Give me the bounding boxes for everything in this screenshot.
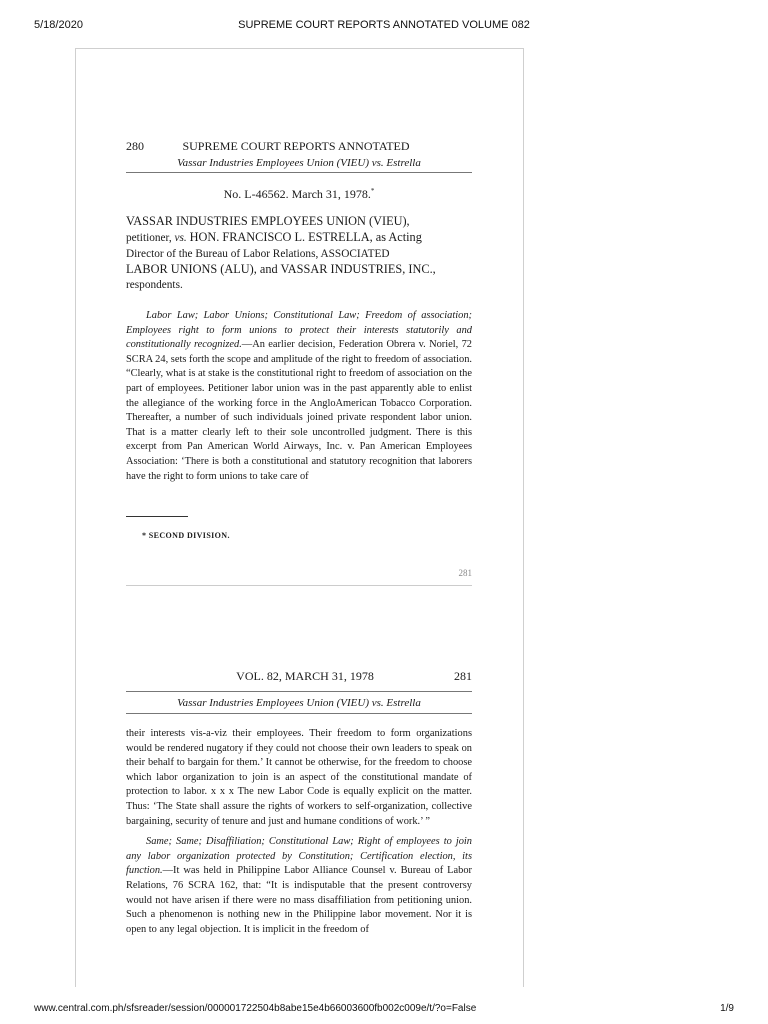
running-title: SUPREME COURT REPORTS ANNOTATED bbox=[182, 139, 410, 153]
print-page-count: 1/9 bbox=[720, 1003, 734, 1014]
body-paragraph-2 bbox=[126, 835, 472, 937]
browser-print-footer bbox=[0, 994, 768, 1024]
case-caption: Vassar Industries Employees Union (VIEU) vs. Estrella bbox=[177, 157, 421, 169]
header-rule bbox=[126, 691, 472, 692]
page-number: 281 bbox=[454, 669, 472, 683]
paragraph-body: —It was held in Philippine Labor Alliance Counsel v. Bureau of Labor Relations, 76 SCRA 162, that: “It is indisputable that the present controversy would not have arisen if there were no mass disaffiliation from petitioning union. Such a phenomenon is nothing new in the Philippine labor movement. Nor it is open to any legal objection. It is implicit in the freedom of bbox=[126, 865, 472, 935]
print-date: 5/18/2020 bbox=[34, 19, 83, 31]
running-header-281 bbox=[126, 669, 472, 684]
respondent-name: HON. FRANCISCO L. ESTRELLA, as Acting bbox=[189, 229, 422, 244]
document-viewer[interactable] bbox=[75, 48, 524, 987]
footnote-rule bbox=[126, 516, 188, 517]
party-line-5: respondents. bbox=[126, 279, 183, 292]
caption-rule bbox=[126, 713, 472, 714]
paragraph-topics: Same; Same; Disaffiliation; Constitutional Law; Right of employees to join any labor organization protected by Constitution; Certification election, its function. bbox=[126, 836, 472, 877]
page-281 bbox=[126, 669, 472, 937]
party-line-4: LABOR UNIONS (ALU), and VASSAR INDUSTRIES, INC., bbox=[126, 262, 436, 277]
case-parties bbox=[126, 214, 472, 294]
syllabus-paragraph bbox=[126, 309, 472, 484]
syllabus-body: —An earlier decision, Federation Obrera v. Noriel, 72 SCRA 24, sets forth the scope and amplitude of the right to freedom of association. “Clearly, what is at stake is the constitutional right to freedom of association on the part of employees. Petitioner labor union was in the past apparently able to enlist the allegiance of the working force in the AngloAmerican Tobacco Corporation. Thereafter, a number of such individuals joined private respondent labor union. That is a matter clearly left to their sole uncontrolled judgment. There is this excerpt from Pan American World Airways, Inc. v. Pan American Employees Association: ‘There is both a constitutional and statutory recognition that laborers have the right to form unions to take care of bbox=[126, 339, 472, 482]
case-caption: Vassar Industries Employees Union (VIEU) vs. Estrella bbox=[177, 697, 421, 709]
page-number: 280 bbox=[126, 139, 144, 153]
party-line-2 bbox=[126, 230, 472, 247]
running-header-280 bbox=[126, 139, 472, 154]
body-paragraph-1: their interests vis-a-viz their employees. Their freedom to form organizations would be rendered nugatory if they could not choose their own leaders to speak on their behalf to bargain for them.’ It cannot be otherwise, for the freedom to choose which labor organization to join is an aspect of the constitutional mandate of protection to labor. x x x The new Labor Code is equally explicit on the matter. Thus: ‘The State shall assure the rights of workers to self-organization, collective bargaining, security of tenure and just and humane conditions of work.’ ” bbox=[126, 728, 472, 827]
next-page-marker: 281 bbox=[458, 568, 472, 579]
browser-print-header bbox=[0, 0, 768, 48]
print-title: SUPREME COURT REPORTS ANNOTATED VOLUME 082 bbox=[238, 19, 530, 31]
case-number-text: No. L-46562. March 31, 1978. bbox=[223, 187, 371, 201]
footnote: * SECOND DIVISION. bbox=[142, 531, 230, 541]
case-number bbox=[126, 187, 472, 202]
page-280 bbox=[126, 139, 472, 586]
print-url: www.central.com.ph/sfsreader/session/000001722504b8abe15e4b66003600fb002c009e/t/?o=False bbox=[34, 1003, 477, 1014]
versus: vs. bbox=[174, 231, 187, 244]
header-rule bbox=[126, 172, 472, 173]
page-divider bbox=[126, 585, 472, 586]
case-number-footnote-mark: * bbox=[370, 187, 375, 195]
party-line-1: VASSAR INDUSTRIES EMPLOYEES UNION (VIEU), bbox=[126, 214, 410, 228]
running-title: VOL. 82, MARCH 31, 1978 bbox=[236, 669, 374, 683]
party-line-3: Director of the Bureau of Labor Relations, ASSOCIATED bbox=[126, 247, 390, 260]
party-role-petitioner: petitioner, bbox=[126, 231, 172, 244]
syllabus-topics: Labor Law; Labor Unions; Constitutional Law; Freedom of association; Employees right to form unions to protect their interests statutorily and constitutionally recognized. bbox=[126, 309, 472, 351]
